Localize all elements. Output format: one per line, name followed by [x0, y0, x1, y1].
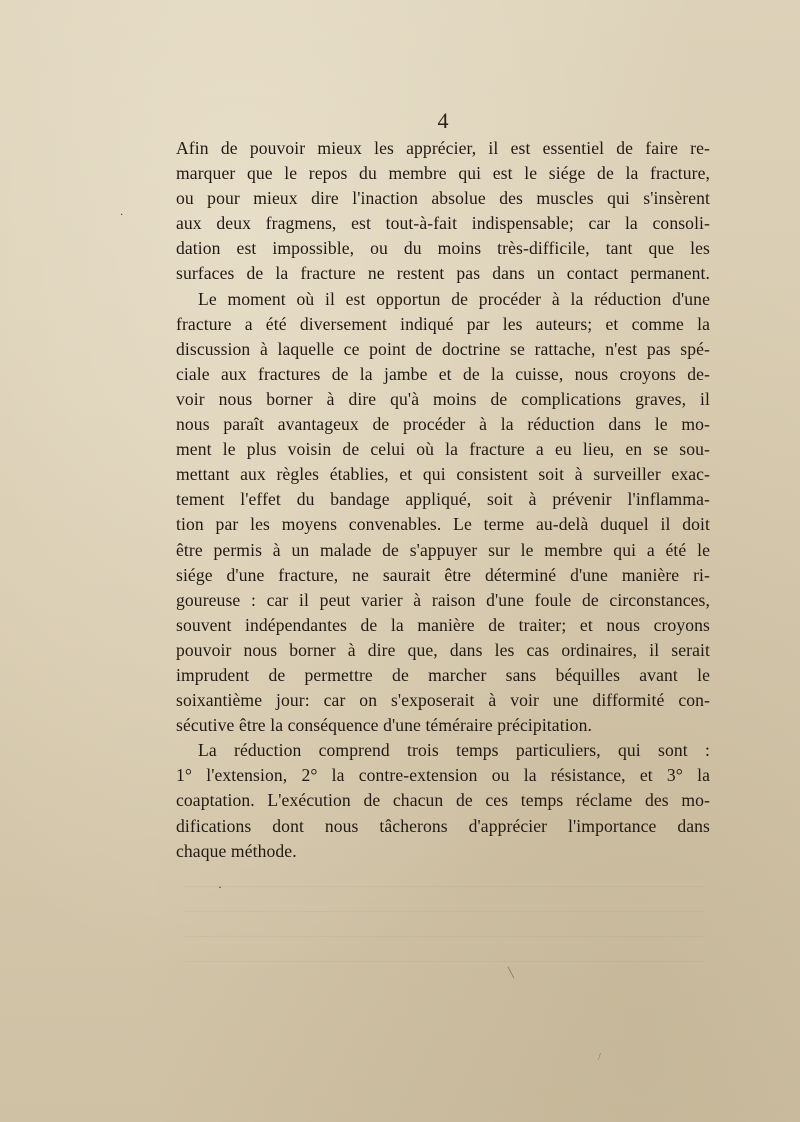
text-line: discussion à laquelle ce point de doctrine se rattache, n'est pas spé- [176, 338, 710, 359]
ink-speck: · [218, 880, 222, 894]
text-line: voir nous borner à dire qu'à moins de complications graves, il [176, 388, 710, 409]
paragraph-2 [176, 287, 710, 739]
text-line: fracture a été diversement indiqué par les auteurs; et comme la [176, 313, 710, 334]
page-number: 4 [437, 108, 449, 133]
ink-speck: · [120, 210, 124, 221]
ink-speck: / [598, 1052, 601, 1063]
text-line: siége d'une fracture, ne saurait être déterminé d'une manière ri- [176, 564, 710, 585]
text-line: soixantième jour: car on s'exposerait à voir une difformité con- [176, 690, 710, 711]
text-line: aux deux fragmens, est tout-à-fait indispensable; car la consoli- [176, 213, 710, 234]
text-line: goureuse : car il peut varier à raison d'une foule de circonstances, [176, 589, 710, 610]
text-line: nous paraît avantageux de procéder à la réduction dans le mo- [176, 414, 710, 435]
text-line: ou pour mieux dire l'inaction absolue des muscles qui s'insèrent [176, 188, 710, 209]
text-line: chaque méthode. [176, 840, 297, 861]
text-line: dation est impossible, ou du moins très-difficile, tant que les [176, 238, 710, 259]
text-line: tement l'effet du bandage appliqué, soit à prévenir l'inflamma- [176, 489, 710, 510]
text-line: difications dont nous tâcherons d'apprécier l'importance dans [176, 815, 710, 836]
ink-speck: ╲ [508, 968, 515, 979]
body-text [176, 136, 710, 864]
text-line: Afin de pouvoir mieux les apprécier, il est essentiel de faire re- [176, 138, 710, 158]
paragraph-3 [176, 738, 710, 863]
text-line: ment le plus voisin de celui où la fracture a eu lieu, en se sou- [176, 439, 710, 460]
text-line: mettant aux règles établies, et qui consistent soit à surveiller exac- [176, 464, 710, 485]
text-line: La réduction comprend trois temps particuliers, qui sont : [198, 740, 710, 761]
text-line: sécutive être la conséquence d'une téméraire précipitation. [176, 715, 592, 736]
text-line: être permis à un malade de s'appuyer sur le membre qui a été le [176, 539, 710, 560]
text-line: imprudent de permettre de marcher sans béquilles avant le [176, 664, 710, 685]
bleed-through-lines [185, 862, 705, 962]
paragraph-1 [176, 136, 710, 287]
text-line: surfaces de la fracture ne restent pas dans un contact permanent. [176, 263, 710, 284]
text-line: ciale aux fractures de la jambe et de la cuisse, nous croyons de- [176, 363, 710, 384]
text-line: 1° l'extension, 2° la contre-extension ou la résistance, et 3° la [176, 765, 710, 786]
text-line: coaptation. L'exécution de chacun de ces temps réclame des mo- [176, 790, 710, 811]
text-line: souvent indépendantes de la manière de traiter; et nous croyons [176, 614, 710, 635]
text-line: pouvoir nous borner à dire que, dans les cas ordinaires, il serait [176, 639, 710, 660]
text-line: tion par les moyens convenables. Le terme au-delà duquel il doit [176, 514, 710, 535]
text-line: Le moment où il est opportun de procéder à la réduction d'une [198, 288, 710, 309]
text-line: marquer que le repos du membre qui est le siége de la fracture, [176, 163, 710, 184]
